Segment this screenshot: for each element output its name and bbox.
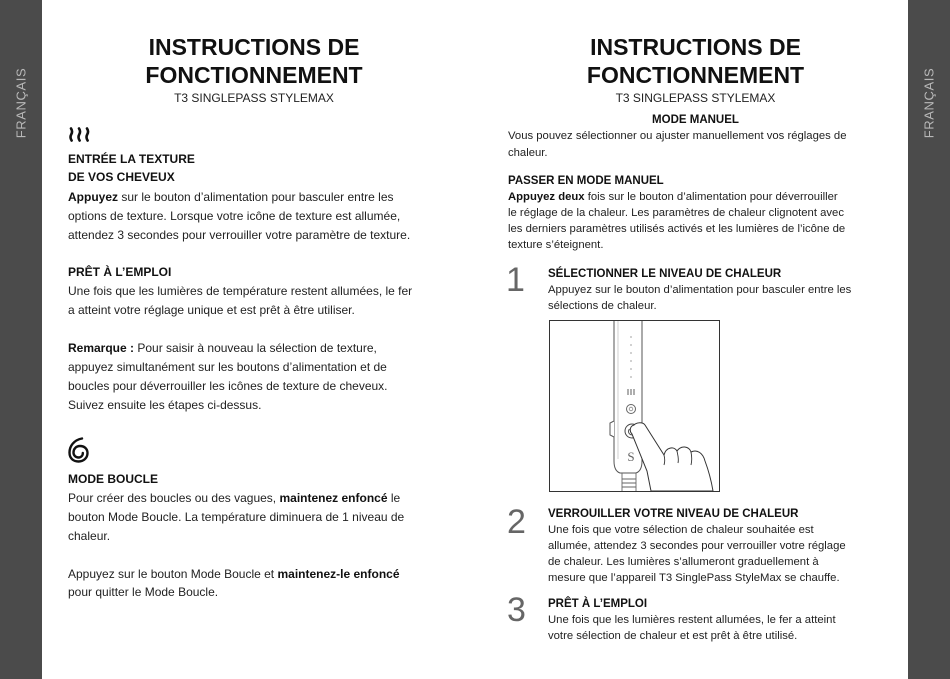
- page-title-line1: INSTRUCTIONS DE: [590, 34, 801, 60]
- step-number-2: 2: [507, 503, 526, 541]
- step-1-paragraph: [548, 282, 851, 314]
- paragraph-line: chaleur.: [68, 529, 111, 543]
- page-title-line2: FONCTIONNEMENT: [145, 62, 363, 88]
- paragraph-line: Vous pouvez sélectionner ou ajuster manuellement vos réglages de: [508, 130, 847, 142]
- page-title-line1: INSTRUCTIONS DE: [148, 34, 360, 60]
- paragraph-line: [68, 339, 388, 358]
- bold-text: Appuyez: [68, 190, 119, 204]
- paragraph-line: chaleur.: [508, 147, 548, 159]
- paragraph-line: options de texture. Lorsque votre icône de texture est allumée,: [68, 209, 401, 223]
- language-label-right: FRANÇAIS: [921, 67, 937, 139]
- step-number-3: 3: [507, 591, 526, 629]
- enter-manual-heading: PASSER EN MODE MANUEL: [508, 175, 664, 187]
- paragraph-line: [508, 189, 845, 205]
- hand: [630, 423, 713, 491]
- paragraph-line: texture s’éteignent.: [508, 239, 604, 251]
- texture-paragraph: [68, 188, 410, 245]
- bold-text: maintenez enfoncé: [279, 491, 388, 505]
- page-subtitle: T3 SINGLEPASS STYLEMAX: [615, 91, 776, 105]
- text: le: [387, 491, 401, 505]
- bold-text: Appuyez deux: [508, 191, 585, 203]
- curl-swirl-icon: [67, 436, 91, 469]
- paragraph-line: bouton Mode Boucle. La température diminuera de 1 niveau de: [68, 510, 405, 524]
- device-logo-letter: S: [627, 449, 635, 464]
- text: sur le bouton d’alimentation pour basculer entre les: [118, 190, 394, 204]
- step-2-paragraph: [548, 522, 846, 586]
- text: Pour créer des boucles ou des vagues,: [68, 491, 280, 505]
- paragraph-line: Appuyez sur le bouton d’alimentation pour basculer entre les: [548, 284, 852, 296]
- curl-button: [627, 405, 636, 414]
- step-number-1: 1: [506, 261, 525, 299]
- texture-heading-line2: DE VOS CHEVEUX: [68, 170, 175, 184]
- step-3-paragraph: [548, 612, 836, 644]
- manual-mode-paragraph: [508, 128, 847, 162]
- text: Pour saisir à nouveau la sélection de texture,: [134, 341, 377, 355]
- text: fois sur le bouton d’alimentation pour déverrouiller: [584, 191, 838, 203]
- paragraph-line: attendez 3 secondes pour verrouiller votre paramètre de texture.: [68, 228, 411, 242]
- right-side-band: [908, 0, 950, 679]
- paragraph-line: mesure que l’appareil T3 SinglePass StyleMax se chauffe.: [548, 572, 840, 584]
- paragraph-line: allumée, attendez 3 secondes pour verrouiller votre réglage: [548, 540, 846, 552]
- paragraph-line: Une fois que votre sélection de chaleur souhaitée est: [548, 524, 814, 536]
- texture-waves-icon: [68, 127, 92, 147]
- paragraph-line: [68, 565, 400, 583]
- ready-heading: PRÊT À L’EMPLOI: [68, 265, 172, 279]
- language-label-left: FRANÇAIS: [13, 67, 29, 139]
- note-paragraph: [68, 339, 388, 415]
- manual-mode-heading: MODE MANUEL: [652, 114, 739, 126]
- curl-heading: MODE BOUCLE: [68, 472, 158, 486]
- paragraph-line: les derniers paramètres utilisés activés et les lumières de l’icône de: [508, 223, 846, 235]
- paragraph-line: [68, 489, 404, 508]
- step-3-heading: PRÊT À L’EMPLOI: [548, 598, 648, 610]
- paragraph-line: [68, 188, 410, 207]
- paragraph-line: appuyez simultanément sur les boutons d’alimentation et de: [68, 360, 387, 374]
- straightener-body: [610, 321, 642, 491]
- paragraph-line: boucles pour déverrouiller les icônes de texture de cheveux.: [68, 379, 388, 393]
- enter-manual-paragraph: [508, 189, 845, 253]
- texture-heading-line1: ENTRÉE LA TEXTURE: [68, 152, 195, 166]
- paragraph-line: de chaleur. Les lumières s’allumeront graduellement à: [548, 556, 819, 568]
- paragraph-line: Suivez ensuite les étapes ci-dessus.: [68, 398, 262, 412]
- note-label: Remarque :: [68, 341, 135, 355]
- text: Appuyez sur le bouton Mode Boucle et: [68, 567, 278, 581]
- paragraph-line: Une fois que les lumières restent allumées, le fer a atteint: [548, 614, 836, 626]
- paragraph-line: a atteint votre réglage unique et est prêt à être utiliser.: [68, 303, 355, 317]
- page-subtitle: T3 SINGLEPASS STYLEMAX: [174, 91, 334, 105]
- hand-pressing-power-button-illustration: [549, 320, 720, 492]
- curl-exit-paragraph: [68, 565, 400, 601]
- paragraph-line: le réglage de la chaleur. Les paramètres de chaleur clignotent avec: [508, 207, 844, 219]
- paragraph-line: Une fois que les lumières de température restent allumées, le fer: [68, 284, 413, 298]
- ready-paragraph: [68, 282, 412, 320]
- step-1-heading: SÉLECTIONNER LE NIVEAU DE CHALEUR: [548, 268, 782, 280]
- left-side-band: [0, 0, 42, 679]
- paragraph-line: pour quitter le Mode Boucle.: [68, 585, 219, 599]
- step-2-heading: VERROUILLER VOTRE NIVEAU DE CHALEUR: [548, 508, 799, 520]
- bold-text: maintenez-le enfoncé: [277, 567, 400, 581]
- paragraph-line: sélections de chaleur.: [548, 300, 657, 312]
- curl-paragraph: [68, 489, 404, 546]
- page-title-line2: FONCTIONNEMENT: [586, 62, 805, 88]
- paragraph-line: votre sélection de chaleur et est prêt à être utilisé.: [548, 630, 798, 642]
